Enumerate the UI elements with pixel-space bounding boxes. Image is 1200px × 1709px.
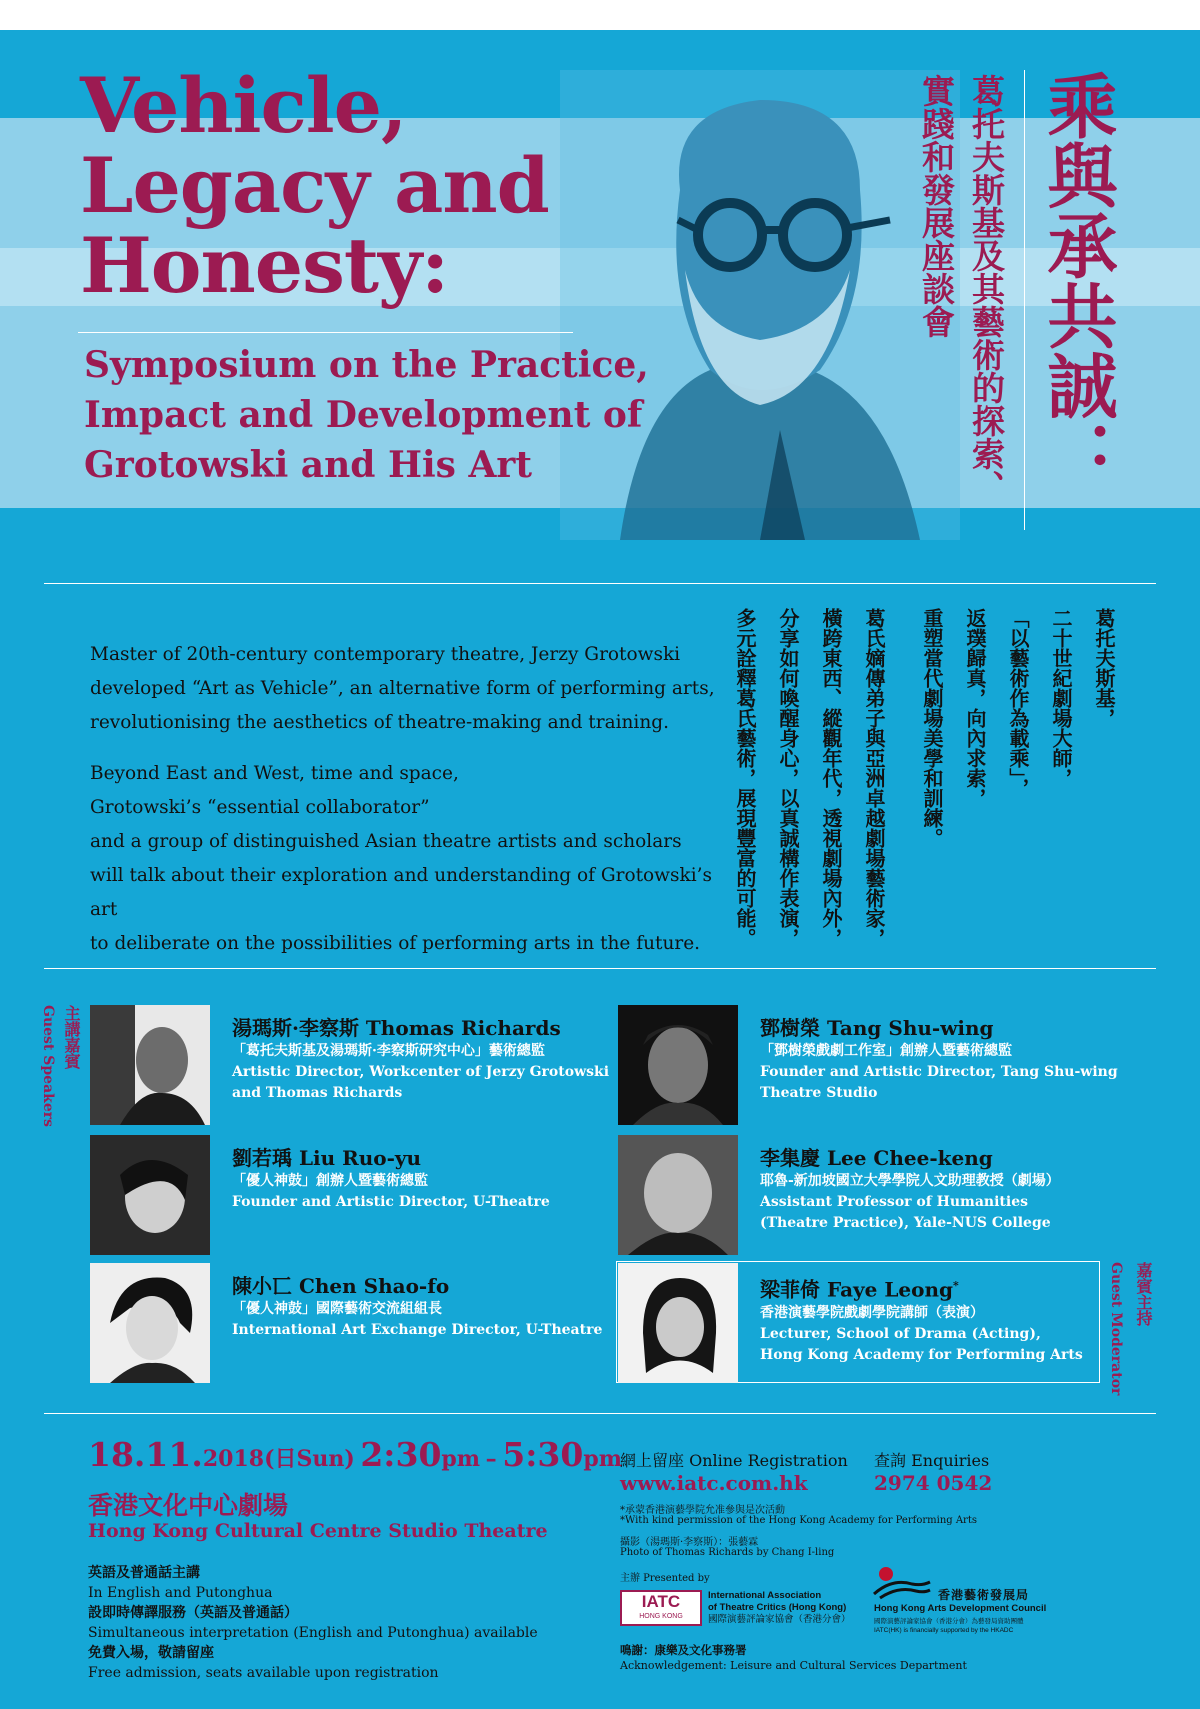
speaker-role-en: Artistic Director, Workcenter of Jerzy Grotowski — [232, 1064, 610, 1080]
intro-zh-col: 「以藝術作為載乘」， — [1006, 608, 1030, 798]
speaker-card-faye-leong — [760, 1273, 1100, 1366]
event-info — [88, 1563, 608, 1683]
enquiries-label: 查詢 Enquiries — [874, 1451, 990, 1470]
speaker-photo-thomas-richards — [90, 1005, 210, 1125]
enquiries-phone[interactable]: 2974 0542 — [874, 1471, 993, 1495]
interpretation-zh: 設即時傳譯服務（英語及普通話） — [88, 1605, 298, 1621]
speaker-card-thomas-richards — [232, 1015, 612, 1104]
speaker-role-en: Lecturer, School of Drama (Acting), — [760, 1325, 1041, 1342]
iatc-logo-mark: IATC — [641, 1592, 681, 1611]
guest-speakers-label-en: Guest Speakers — [40, 1005, 56, 1128]
speaker-role-zh: 香港演藝學院戲劇學院講師（表演） — [760, 1304, 984, 1321]
speaker-card-liu-ruo-yu — [232, 1145, 612, 1213]
intro-zh-col: 二十世紀劇場大師， — [1049, 608, 1073, 788]
hkadc-note-zh: 國際演藝評論家協會（香港分會）為藝發局資助團體 — [874, 1618, 1024, 1625]
title-zh-divider — [1024, 70, 1025, 530]
intro-en-line: Grotowski’s “essential collaborator” — [90, 797, 430, 818]
section-divider-2 — [44, 968, 1156, 969]
photo-credit-zh: 攝影（湯瑪斯·李察斯）：張藝霖 — [620, 1537, 759, 1548]
event-time-suffix: pm — [441, 1446, 481, 1472]
speaker-role-en: International Art Exchange Director, U-Theatre — [232, 1322, 603, 1338]
speaker-role-en: (Theatre Practice), Yale-NUS College — [760, 1215, 1051, 1231]
photo-credit-en: Photo of Thomas Richards by Chang I-ling — [620, 1547, 835, 1558]
speaker-name: 劉若瑀 Liu Ruo-yu — [232, 1146, 422, 1170]
title-divider — [78, 332, 573, 333]
speaker-photo-tang-shu-wing — [618, 1005, 738, 1125]
presented-by-label: 主辦 Presented by — [620, 1573, 710, 1584]
hkadc-note-en: IATC(HK) is financially supported by the HKADC — [874, 1627, 1014, 1634]
subtitle-line1: Symposium on the Practice, — [84, 344, 649, 386]
speaker-photo-faye-leong — [618, 1263, 738, 1383]
speaker-name-text: 梁菲倚 Faye Leong — [760, 1277, 953, 1302]
speaker-role-en: Theatre Studio — [760, 1085, 878, 1101]
interpretation-en: Simultaneous interpretation (English and Putonghua) available — [88, 1625, 538, 1641]
event-time-dash: – — [485, 1446, 497, 1472]
event-time-suffix: pm — [583, 1446, 622, 1472]
subtitle-line2: Impact and Development of — [84, 394, 643, 436]
iatc-logo — [620, 1590, 702, 1626]
language-zh: 英語及普通話主講 — [88, 1565, 200, 1581]
intro-en-line: Beyond East and West, time and space, — [90, 763, 459, 784]
speaker-photo-chen-shao-fo — [90, 1263, 210, 1383]
iatc-name-line: International Association — [708, 1590, 822, 1601]
registration-label: 網上留座 Online Registration — [620, 1451, 848, 1470]
acknowledgement-en: Acknowledgement: Leisure and Cultural Services Department — [620, 1659, 967, 1672]
iatc-name-line: of Theatre Critics (Hong Kong) — [708, 1602, 847, 1613]
speaker-name: 湯瑪斯·李察斯 Thomas Richards — [232, 1016, 561, 1040]
iatc-name-zh: 國際演藝評論家協會（香港分會） — [708, 1614, 851, 1625]
iatc-name — [708, 1590, 851, 1626]
guest-moderator-label-en: Guest Moderator — [1108, 1262, 1124, 1396]
speaker-role-en: Founder and Artistic Director, U-Theatre — [232, 1194, 550, 1210]
intro-en-line: Master of 20th-century contemporary theatre, Jerzy Grotowski — [90, 644, 681, 665]
event-datetime — [88, 1435, 622, 1474]
hkadc-logo-icon — [872, 1564, 932, 1600]
section-divider-1 — [44, 583, 1156, 584]
title-zh-line2: 實踐和發展座談會 — [917, 74, 956, 338]
speaker-card-chen-shao-fo — [232, 1273, 612, 1341]
speaker-role-zh: 「葛托夫斯基及湯瑪斯·李察斯研究中心」藝術總監 — [232, 1043, 545, 1059]
hkadc-note — [874, 1617, 1024, 1635]
acknowledgement-zh: 鳴謝：康樂及文化事務署 — [620, 1643, 747, 1657]
event-time-end: 5:30 — [502, 1435, 584, 1474]
event-date: 18.11. — [88, 1435, 203, 1474]
intro-en-line: and a group of distinguished Asian theatre artists and scholars — [90, 831, 682, 852]
speaker-role-en: and Thomas Richards — [232, 1085, 403, 1101]
title-line3: Honesty: — [80, 221, 449, 310]
speaker-name: 李集慶 Lee Chee-keng — [760, 1146, 993, 1170]
speaker-name: 鄧樹榮 Tang Shu-wing — [760, 1016, 994, 1040]
speaker-name-mark: * — [953, 1279, 959, 1292]
hkadc-name-en: Hong Kong Arts Development Council — [874, 1603, 1047, 1614]
language-en: In English and Putonghua — [88, 1585, 273, 1601]
hkadc-name-zh: 香港藝術發展局 — [938, 1588, 1030, 1602]
title-zh-line1: 葛托夫斯基及其藝術的探索、 — [967, 74, 1006, 503]
speaker-photo-lee-chee-keng — [618, 1135, 738, 1255]
intro-zh-col: 橫跨東西、縱觀年代，透視劇場內外， — [819, 608, 843, 948]
permission-note-zh: *承蒙香港演藝學院允准參與是次活動 — [620, 1505, 785, 1516]
speaker-role-zh: 「優人神鼓」創辦人暨藝術總監 — [232, 1173, 428, 1189]
venue-zh: 香港文化中心劇場 — [88, 1491, 289, 1520]
speaker-role-en: Founder and Artistic Director, Tang Shu-wing — [760, 1064, 1118, 1080]
speaker-card-lee-chee-keng — [760, 1145, 1160, 1234]
intro-en-line: will talk about their exploration and understanding of Grotowski’s art — [90, 865, 712, 920]
guest-speakers-label-zh: 主講嘉賓 — [62, 1005, 81, 1069]
intro-zh-col: 多元詮釋葛氏藝術，展現豐富的可能。 — [733, 608, 757, 948]
iatc-logo-sub: HONG KONG — [639, 1613, 683, 1620]
intro-en-line: developed “Art as Vehicle”, an alternative form of performing arts, — [90, 678, 715, 699]
admission-zh: 免費入場，敬請留座 — [88, 1645, 214, 1661]
permission-note-en: *With kind permission of the Hong Kong Academy for Performing Arts — [620, 1515, 977, 1526]
registration-url-link[interactable]: www.iatc.com.hk — [620, 1471, 808, 1495]
speaker-name: 陳小匸 Chen Shao-fo — [232, 1274, 450, 1298]
speaker-photo-liu-ruo-yu — [90, 1135, 210, 1255]
title-zh-main: 乘與承共誠： — [1036, 70, 1119, 490]
speaker-role-zh: 「優人神鼓」國際藝術交流組組長 — [232, 1301, 442, 1317]
intro-en-line: to deliberate on the possibilities of performing arts in the future. — [90, 933, 701, 954]
poster — [0, 30, 1200, 1709]
intro-zh-col: 返璞歸真，向內求索， — [963, 608, 987, 808]
event-weekday: (日Sun) — [264, 1446, 355, 1472]
intro-zh-col: 葛托夫斯基， — [1092, 608, 1116, 728]
event-time-start: 2:30 — [360, 1435, 442, 1474]
speaker-card-tang-shu-wing — [760, 1015, 1140, 1104]
guest-moderator-label-zh: 嘉賓主持 — [1134, 1262, 1153, 1326]
speaker-name — [760, 1273, 1100, 1303]
intro-zh-col: 重塑當代劇場美學和訓練。 — [920, 608, 944, 848]
title-line2: Legacy and — [80, 141, 549, 230]
intro-zh-col: 分享如何喚醒身心，以真誠構作表演， — [776, 608, 800, 948]
speaker-role-en: Assistant Professor of Humanities — [760, 1194, 1029, 1210]
event-year: 2018 — [202, 1446, 265, 1472]
admission-en: Free admission, seats available upon registration — [88, 1665, 439, 1681]
venue-en: Hong Kong Cultural Centre Studio Theatre — [88, 1520, 548, 1542]
grotowski-portrait-icon — [560, 70, 960, 540]
speaker-role-zh: 耶魯-新加坡國立大學學院人文助理教授（劇場） — [760, 1173, 1060, 1189]
intro-en — [90, 638, 730, 961]
intro-en-line: revolutionising the aesthetics of theatre-making and training. — [90, 712, 669, 733]
intro-zh-col: 葛氏嫡傳弟子與亞洲卓越劇場藝術家， — [862, 608, 886, 948]
speaker-role-en: Hong Kong Academy for Performing Arts — [760, 1346, 1083, 1363]
section-divider-3 — [44, 1413, 1156, 1414]
speaker-role-zh: 「鄧樹榮戲劇工作室」創辦人暨藝術總監 — [760, 1043, 1012, 1059]
subtitle-line3: Grotowski and His Art — [84, 444, 532, 486]
title-line1: Vehicle, — [80, 61, 407, 150]
